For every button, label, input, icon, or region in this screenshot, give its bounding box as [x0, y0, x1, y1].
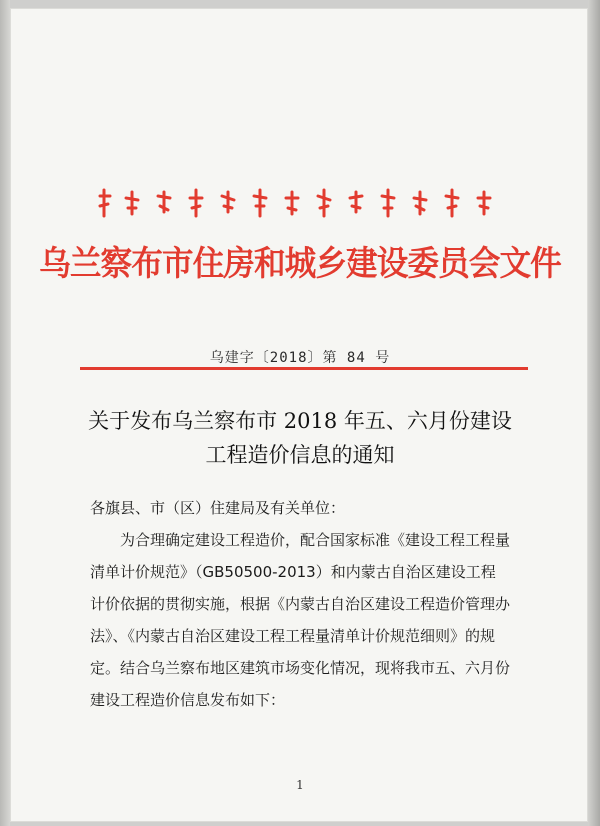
scan-left-edge	[0, 0, 10, 826]
mongolian-script-header	[98, 186, 508, 222]
document-number: 乌建字〔2018〕第 84 号	[209, 350, 391, 366]
notice-title: 关于发布乌兰察布市 2018 年五、六月份建设工程造价信息的通知	[88, 409, 512, 467]
page-number: 1	[296, 778, 304, 792]
body-paragraph: 为合理确定建设工程造价，配合国家标准《建设工程工程量清单计价规范》（GB50500-2013）和内蒙古自治区建设工程计价依据的贯彻实施，根据《内蒙古自治区建设工程造价管理办法》、《内蒙古自治区建设工程工程量清单计价规范细则》的规定。结合乌兰察布地区建筑市场变化情况，现将我市五、六月份建设工程造价信息发布如下：	[90, 531, 511, 709]
salutation: 各旗县、市（区）住建局及有关单位：	[90, 499, 346, 517]
red-divider-line	[80, 367, 528, 370]
document-body	[90, 492, 510, 716]
scan-right-edge	[588, 0, 600, 826]
issuer-title: 乌兰察布市住房和城乡建设委员会文件	[39, 244, 561, 284]
